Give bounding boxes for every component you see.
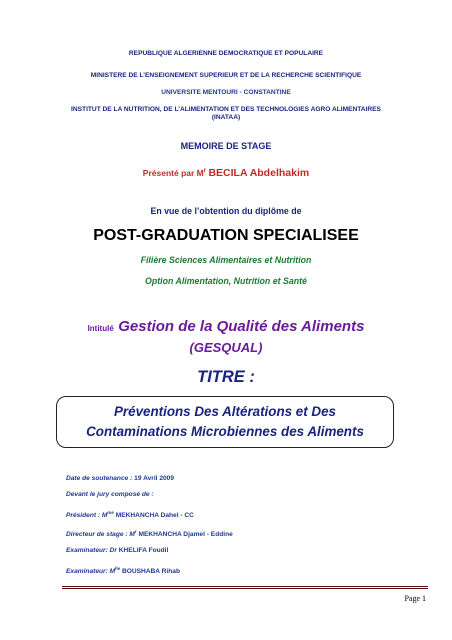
memoire-title: MEMOIRE DE STAGE <box>180 141 272 151</box>
jury-intro: Devant le jury composé de : <box>66 491 154 498</box>
header-university: UNIVERSITE MENTOURI - CONSTANTINE <box>161 89 291 96</box>
defense-date-label: Date de soutenance : <box>66 475 133 482</box>
director-label: Directeur de stage : M <box>66 531 135 539</box>
footer-divider <box>62 586 428 587</box>
intitule-line <box>0 318 452 336</box>
author-name: BECILA Abdelhakim <box>208 167 310 179</box>
president-title-sup: me <box>107 510 114 515</box>
jury-examiner-2 <box>66 566 180 575</box>
jury-president <box>66 510 194 519</box>
president-name: MEKHANCHA Dahel - CC <box>115 512 194 520</box>
filiere-line: Filière Sciences Alimentaires et Nutrition <box>140 255 312 265</box>
intitule-label: Intitulé <box>87 324 114 333</box>
presented-by <box>0 167 452 179</box>
thesis-title-line2: Contaminations Microbiennes des Aliments <box>86 424 364 439</box>
president-label: Président : M <box>66 512 108 520</box>
thesis-title-line1: Préventions Des Altérations et Des <box>113 404 336 419</box>
examiner2-name: BOUSHABA Rihab <box>121 568 180 576</box>
header-institute-acronym: (INATAA) <box>211 114 241 121</box>
jury-director <box>66 529 233 538</box>
footer-divider-secondary <box>62 588 428 589</box>
diploma-title: POST-GRADUATION SPECIALISEE <box>93 227 359 244</box>
defense-date <box>66 475 174 482</box>
examiner2-label: Examinateur: M <box>66 568 116 576</box>
header-republic: REPUBLIQUE ALGERIENNE DEMOCRATIQUE ET POPULAIRE <box>128 50 324 57</box>
option-line: Option Alimentation, Nutrition et Santé <box>145 276 307 286</box>
header-institute: INSTITUT DE LA NUTRITION, DE L’ALIMENTATION ET DES TECHNOLOGIES AGRO ALIMENTAIRES <box>71 106 381 113</box>
defense-date-value: 19 Avril 2009 <box>134 475 175 482</box>
intitule-value: Gestion de la Qualité des Aliments <box>118 318 365 335</box>
thesis-title-box <box>56 396 394 448</box>
presented-by-title-sup: r <box>203 168 207 175</box>
obtention-line: En vue de l’obtention du diplôme de <box>150 206 302 216</box>
jury-examiner-1 <box>66 547 168 554</box>
examiner1-label: Examinateur: Dr <box>66 547 117 554</box>
intitule-acronym: (GESQUAL) <box>189 340 263 355</box>
header-ministry: MINISTERE DE L’ENSEIGNEMENT SUPERIEUR ET DE LA RECHERCHE SCIENTIFIQUE <box>90 72 362 79</box>
titre-label: TITRE : <box>197 368 255 386</box>
examiner1-name: KHELIFA Foudil <box>118 547 169 554</box>
examiner2-title-sup: lle <box>115 566 121 571</box>
director-name: MEKHANCHA Djamel - Eddine <box>138 531 233 539</box>
presented-by-label: Présenté par M <box>142 168 204 178</box>
director-title-sup: r <box>134 529 137 534</box>
page-number: Page 1 <box>404 594 426 603</box>
